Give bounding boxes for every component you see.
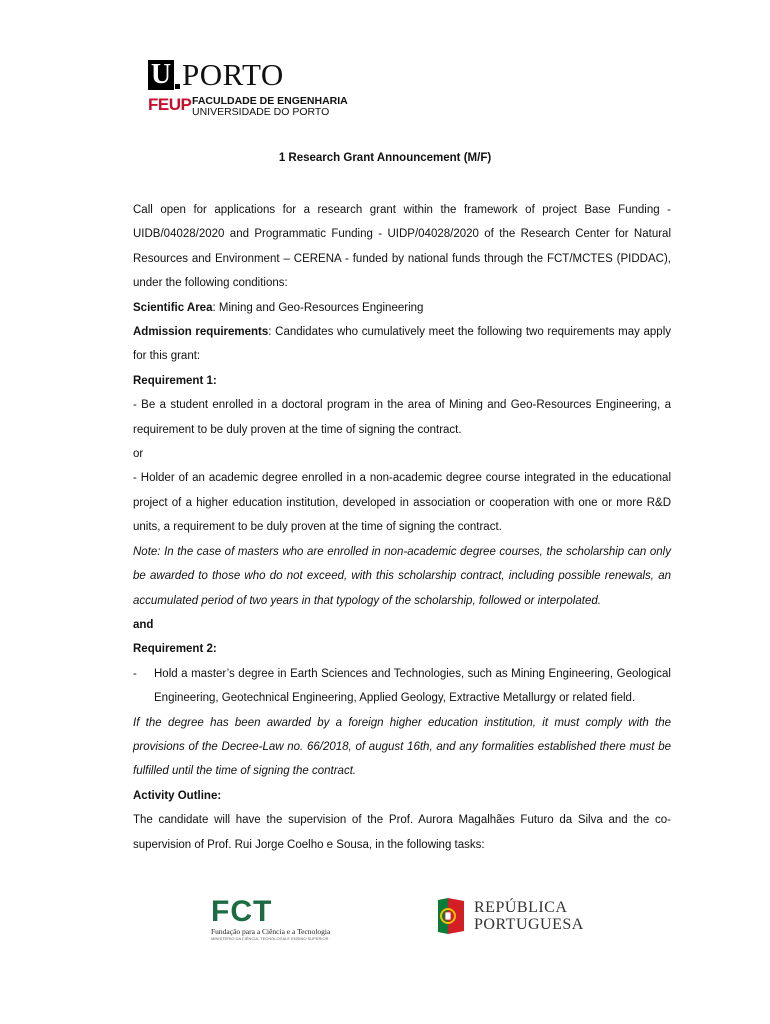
activity-outline-heading: Activity Outline:: [133, 789, 222, 802]
intro-paragraph: Call open for applications for a research grant within the framework of project Base Funding - UIDB/04028/2020 and Programmatic Funding - UIDP/04028/2020 of the Research Center for Natural Resources and Environment – CERENA - funded by national funds through the FCT/MCTES (PIDDAC), under the following conditions:: [133, 204, 671, 290]
activity-outline-text: The candidate will have the supervision of the Prof. Aurora Magalhães Futuro da Silva and the co-supervision of Prof. Rui Jorge Coelho e Sousa, in the following tasks:: [133, 814, 671, 851]
fct-wordmark: FCT: [211, 895, 273, 928]
requirement-1-heading: Requirement 1:: [133, 374, 217, 387]
requirement-2-item: [133, 662, 671, 711]
scientific-area-label: Scientific Area: [133, 301, 213, 314]
scientific-area: [133, 296, 671, 320]
list-dash: -: [133, 667, 137, 680]
and-separator: and: [133, 618, 154, 631]
fct-logo: [211, 897, 351, 941]
requirement-1-item-1: - Be a student enrolled in a doctoral program in the area of Mining and Geo-Resources Engineering, a requirement to be duly proven at the time of signing the contract.: [133, 399, 671, 436]
republica-portuguesa-logo: [436, 896, 596, 936]
admission-value: : Candidates who cumulatively meet the following two requirements may apply for this grant:: [133, 326, 671, 363]
admission-requirements: [133, 320, 671, 369]
document-body: [133, 198, 671, 857]
foreign-degree-note: If the degree has been awarded by a foreign higher education institution, it must comply with the provisions of the Decree-Law no. 66/2018, of august 16th, and any formalities established there must be fulfilled until the time of signing the contract.: [133, 716, 671, 778]
or-separator: or: [133, 448, 144, 461]
footer-logos: [0, 893, 770, 953]
requirement-2-heading: Requirement 2:: [133, 643, 217, 656]
portugal-flag-icon: [436, 896, 466, 936]
fct-fullname: Fundação para a Ciência e a Tecnologia: [211, 927, 331, 936]
requirement-1-item-2: - Holder of an academic degree enrolled in a non-academic degree course integrated in the educational project of a higher education institution, developed in association or cooperation with one or more R&D units, a requirement to be duly proven at the time of signing the contract.: [133, 472, 671, 534]
logo-dot: [175, 84, 180, 89]
portuguesa-text: PORTUGUESA: [474, 916, 584, 933]
porto-wordmark: PORTO: [182, 57, 284, 92]
feup-wordmark: FEUP: [148, 95, 192, 114]
republica-text: REPÚBLICA: [474, 899, 568, 916]
scientific-area-value: : Mining and Geo-Resources Engineering: [212, 301, 424, 314]
note-paragraph: Note: In the case of masters who are enrolled in non-academic degree courses, the scholarship can only be awarded to those who do not exceed, with this scholarship contract, including possible renewals, an accumulated period of two years in that typology of the scholarship, followed or interpolated.: [133, 545, 671, 607]
admission-label: Admission requirements: [133, 326, 269, 339]
requirement-2-text: Hold a master’s degree in Earth Sciences and Technologies, such as Mining Engineering, Geological Engineering, Geotechnical Engineering, Applied Geology, Extractive Metallurgy or related field.: [154, 667, 671, 705]
university-name: UNIVERSIDADE DO PORTO: [192, 106, 330, 118]
document-title: 1 Research Grant Announcement (M/F): [278, 152, 492, 164]
u-letter: U: [148, 60, 174, 90]
fct-ministry: MINISTÉRIO DA CIÊNCIA, TECNOLOGIA E ENSINO SUPERIOR: [211, 936, 329, 941]
uporto-feup-logo: [148, 58, 348, 122]
faculty-name: FACULDADE DE ENGENHARIA: [192, 95, 348, 107]
